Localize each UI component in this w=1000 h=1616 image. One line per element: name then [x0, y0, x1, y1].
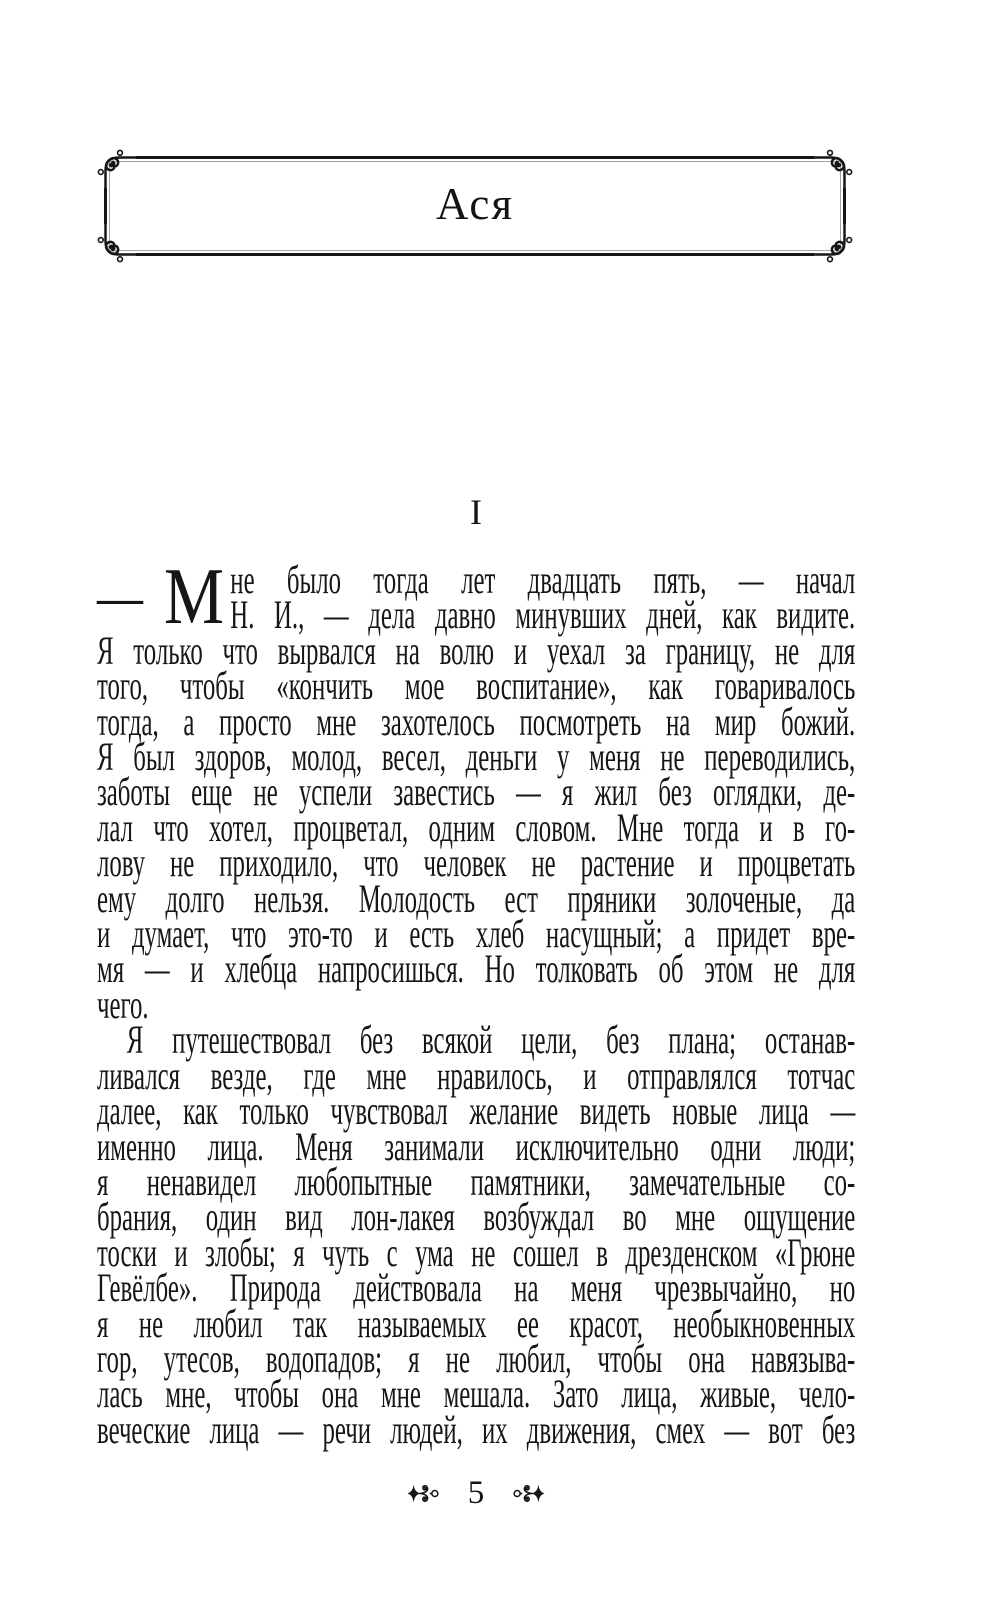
text-line: мя — и хлебца напросишься. Но толковать об этом не для [97, 946, 856, 992]
text-line: далее, как только чувствовал желание видеть новые лица — [97, 1088, 856, 1134]
chapter-numeral: I [470, 492, 482, 532]
drop-cap-letter: М [163, 553, 224, 641]
text-line: не было тогда лет двадцать пять, — начал [230, 557, 856, 602]
title-frame [98, 150, 852, 262]
drop-cap [97, 553, 230, 641]
fleuron-left-icon [407, 1481, 441, 1506]
text-line: и думает, что это-то и есть хлеб насущный; а придет вре- [97, 911, 856, 957]
dialogue-dash: — [97, 572, 143, 623]
text-line: Я только что вырвался на волю и уехал за границу, не для [97, 627, 856, 673]
text-line: чего. [97, 981, 149, 1027]
text-line: лась мне, чтобы она мне мешала. Зато лица, живые, чело- [97, 1371, 856, 1417]
text-line: гор, утесов, водопадов; я не любил, чтобы она навязыва- [97, 1335, 856, 1381]
text-line: ливался везде, где мне нравилось, и отправлялся тотчас [97, 1052, 856, 1098]
text-line: я ненавидел любопытные памятники, замечательные со- [97, 1158, 856, 1204]
text-line: Н. И., — дела давно минувших дней, как видите. [230, 592, 856, 638]
text-line: тоски и злобы; я чуть с ума не сошел в дрезденском «Грюне [97, 1229, 856, 1275]
text-line: лал что хотел, процветал, одним словом. Мне тогда и в го- [97, 804, 856, 850]
text-line: ему долго нельзя. Молодость ест пряники золоченые, да [97, 875, 856, 921]
text-line: Я был здоров, молод, весел, деньги у меня не переводились, [97, 734, 856, 780]
page-title: Ася [435, 179, 515, 229]
text-line: веческие лица — речи людей, их движения, смех — вот без [97, 1406, 856, 1452]
text-line: того, чтобы «кончить мое воспитание», как говаривалось [97, 663, 856, 709]
text-line: Гевёлбе». Природа действовала на меня чрезвычайно, но [97, 1265, 856, 1311]
text-line: именно лица. Меня занимали исключительно одни люди; [97, 1123, 856, 1169]
text-line: тогда, а просто мне захотелось посмотреть на мир божий. [97, 698, 856, 744]
paragraph-2 [97, 1017, 856, 1452]
body-text [97, 553, 856, 1452]
fleuron-right-icon [511, 1481, 545, 1506]
text-line: Я путешествовал без всякой цели, без плана; останав- [126, 1017, 856, 1063]
page-number: 5 [467, 1475, 485, 1511]
text-line: заботы еще не успели завестись — я жил без оглядки, де- [97, 769, 856, 815]
text-line: брания, один вид лон-лакея возбуждал во мне ощущение [97, 1194, 856, 1240]
paragraph-1 [97, 553, 856, 1027]
text-line: лову не приходило, что человек не растение и процветать [97, 840, 856, 886]
text-line: я не любил так называемых ее красот, необыкновенных [97, 1300, 856, 1346]
page-footer [97, 1475, 855, 1511]
